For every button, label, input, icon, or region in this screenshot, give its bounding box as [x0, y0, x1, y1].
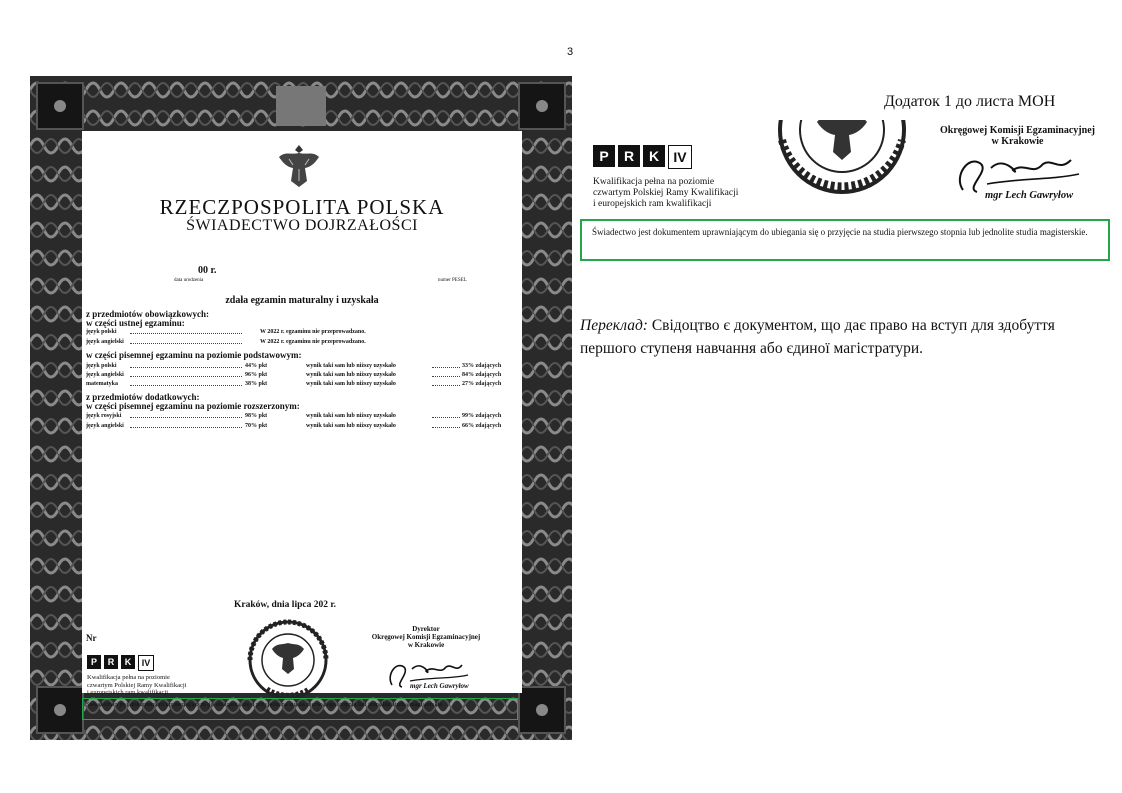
certificate-subtitle: ŚWIADECTWO DOJRZAŁOŚCI — [186, 217, 418, 234]
frame-corner — [518, 686, 566, 734]
highlighted-statement: Świadectwo jest dokumentem uprawniającym do ubiegania się o przyjęcie na studia pierwszego stopnia lub jednolite studia magisterskie. — [82, 698, 518, 720]
translation-text: Свідоцтво є документом, що дає право на вступ для здобуття першого ступеня навчання або єдиної магістратури. — [580, 317, 1055, 357]
highlighted-statement: Świadectwo jest dokumentem uprawniającym do ubiegania się o przyjęcie na studia pierwszego stopnia lub jednolite studia magisterskie. — [580, 219, 1110, 261]
translation-paragraph — [580, 314, 1100, 360]
annex-title: Додаток 1 до листа МОН — [884, 93, 1056, 110]
signatory-name: mgr Lech Gawryłow — [410, 682, 469, 690]
certificate-number-label: Nr — [86, 633, 97, 643]
prk-qualification-text: Kwalifikacja pełna na poziomie czwartym Polskiej Ramy Kwalifikacji i europejskich ram kwalifikacji — [87, 674, 187, 696]
commission-title: Okręgowej Komisji Egzaminacyjnej w Krakowie — [940, 125, 1095, 147]
exam-passed-statement: zdała egzamin maturalny i uzyskała — [225, 295, 379, 306]
prk-logo: P R K IV — [593, 145, 692, 169]
pesel-label: numer PESEL — [438, 278, 467, 283]
handwritten-signature — [947, 148, 1087, 196]
section-heading: z przedmiotów obowiązkowych: w części ustnej egzaminu: — [86, 309, 209, 328]
prk-qualification-text: Kwalifikacja pełna na poziomie czwartym Polskiej Ramy Kwalifikacji i europejskich ram kwalifikacji — [593, 177, 739, 209]
section-heading: w części pisemnej egzaminu na poziomie podstawowym: — [86, 350, 302, 360]
polish-eagle-emblem — [277, 141, 321, 191]
place-and-date: Kraków, dnia lipca 202 r. — [234, 600, 337, 610]
director-title: Dyrektor Okręgowej Komisji Egzaminacyjnej w Krakowie — [371, 625, 481, 649]
page-number: 3 — [567, 46, 574, 58]
translation-label: Переклад: — [580, 317, 648, 334]
birth-date: 00 r. — [198, 265, 217, 276]
certificate-title: RZECZPOSPOLITA POLSKA — [159, 195, 445, 219]
prk-logo: P R K IV — [87, 655, 154, 671]
commission-seal — [777, 120, 907, 200]
frame-corner — [36, 686, 84, 734]
signatory-name: mgr Lech Gawryłow — [985, 190, 1074, 201]
section-heading: z przedmiotów dodatkowych: w części pisemnej egzaminu na poziomie rozszerzonym: — [86, 392, 300, 411]
frame-ornament — [276, 86, 326, 126]
frame-corner — [36, 82, 84, 130]
certificate-excerpt — [580, 120, 1110, 265]
birth-date-label: data urodzenia — [174, 278, 204, 283]
frame-corner — [518, 82, 566, 130]
certificate-scan — [30, 76, 572, 740]
certificate-content: RZECZPOSPOLITA POLSKA ŚWIADECTWO DOJRZAŁOŚCI 00 r. data urodzenia numer PESEL zdała egzamin maturalny i uzyskała z przedmiotów obowiązkowych: w części ustnej egzaminu: język polski W 2022 r. egzaminu nie przeprowadzano. język angielski W 2022 r. egzaminu nie przeprowadzano. w części pisemnej egzaminu na poziomie podstawowym: język polski 44% pkt wynik taki sam lub niższy uzyskało 33% zdających język angielski 96% pkt wynik taki sam lub niższy uzyskało 84% zdających matematyka 38% pkt wynik taki sam lub niższy uzyskało 27% zdających z przedmiotów dodatkowych: w części pisemnej egzaminu na poziomie rozszerzonym: język rosyjski 98% pkt wynik taki sam lub niższy uzyskało 99% zdających język angielski 70% pkt wynik taki sam lub niższy uzyskało 66% zdających Kraków, dnia lipca 202 r. Nr Dyrektor Okręgowej Komisji Egzaminacyjnej w Krakowie mgr Lech Gawryłow P R K IV Kwalifikacja pełna na poziomie czwartym Polskiej Ramy Kwalifikacji i europejskich ram kwalifikacji Świadectwo jest dokumentem uprawniającym do ubiegania się o przyjęcie na studia pierwszego stopnia lub jednolite studia magisterskie. — [82, 131, 522, 693]
commission-seal — [247, 619, 329, 701]
